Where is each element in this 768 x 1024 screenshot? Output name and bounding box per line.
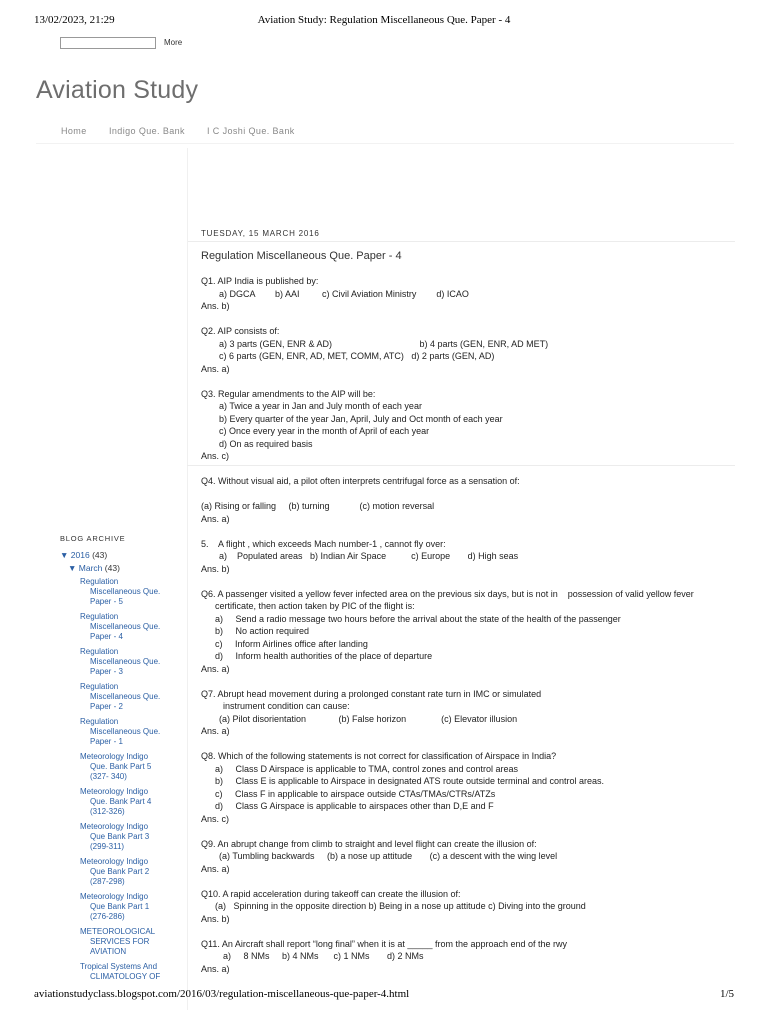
question-options: a) Send a radio message two hours before the arrival about the state of the health of the passenger bbox=[215, 613, 621, 624]
archive-post-title[interactable]: Que. Bank Part 4 bbox=[90, 797, 152, 806]
question-options: (a) Rising or falling (b) turning (c) motion reversal bbox=[201, 501, 435, 511]
archive-post[interactable] bbox=[80, 612, 175, 642]
post-body bbox=[201, 275, 741, 988]
question-answer: Ans. b) bbox=[201, 913, 230, 924]
question-6 bbox=[201, 588, 741, 676]
archive-post-title[interactable]: Que Bank Part 3 bbox=[90, 832, 150, 841]
question-answer: Ans. c) bbox=[201, 451, 230, 461]
archive-post[interactable] bbox=[80, 892, 175, 922]
question-answer: Ans. c) bbox=[201, 813, 230, 824]
question-text: 5. A flight , which exceeds Mach number-1 , cannot fly over: bbox=[201, 538, 446, 549]
archive-post[interactable] bbox=[80, 857, 175, 887]
question-1 bbox=[201, 275, 741, 313]
archive-post-title[interactable]: Meteorology Indigo bbox=[80, 822, 149, 831]
blog-archive bbox=[60, 534, 175, 987]
archive-post-title[interactable]: Regulation bbox=[80, 717, 119, 726]
question-text: Q6. A passenger visited a yellow fever infected area on the previous six days, but is not in possession of valid yellow fever bbox=[201, 588, 694, 599]
archive-post[interactable] bbox=[80, 682, 175, 712]
question-options: a) 3 parts (GEN, ENR & AD) b) 4 parts (GEN, ENR, AD MET) bbox=[219, 338, 549, 349]
question-options: (a) Spinning in the opposite direction b) Being in a nose up attitude c) Diving into the ground bbox=[215, 901, 586, 911]
archive-post-title[interactable]: Miscellaneous Que. bbox=[90, 587, 161, 596]
archive-post-title[interactable]: (299-311) bbox=[90, 842, 125, 851]
question-answer: Ans. a) bbox=[201, 513, 230, 524]
archive-post-title[interactable]: Que Bank Part 2 bbox=[90, 867, 150, 876]
archive-month-link[interactable]: March bbox=[78, 563, 103, 573]
question-options: b) No action required bbox=[215, 626, 310, 636]
question-3 bbox=[201, 388, 741, 463]
question-text: Q7. Abrupt head movement during a prolonged constant rate turn in IMC or simulated bbox=[201, 688, 542, 699]
question-answer: Ans. b) bbox=[201, 301, 230, 311]
post-title[interactable]: Regulation Miscellaneous Que. Paper - 4 bbox=[201, 250, 402, 262]
archive-post[interactable] bbox=[80, 822, 175, 852]
post-date-header: TUESDAY, 15 MARCH 2016 bbox=[201, 229, 320, 238]
archive-post-title[interactable]: CLIMATOLOGY OF bbox=[90, 972, 161, 981]
question-text: Q8. Which of the following statements is not correct for classification of Airspace in India? bbox=[201, 751, 557, 761]
archive-post-title[interactable]: Meteorology Indigo bbox=[80, 752, 149, 761]
question-answer: Ans. a) bbox=[201, 726, 230, 736]
tab-ic-joshi-que-bank[interactable]: I C Joshi Que. Bank bbox=[207, 126, 295, 136]
collapse-arrow-icon[interactable]: ▼ bbox=[68, 563, 77, 573]
question-options: a) 8 NMs b) 4 NMs c) 1 NMs d) 2 NMs bbox=[223, 951, 424, 961]
archive-month-count: (43) bbox=[104, 563, 120, 573]
archive-post-title[interactable]: (287-298) bbox=[90, 877, 125, 886]
question-options: d) On as required basis bbox=[219, 438, 313, 449]
archive-post-list bbox=[60, 577, 175, 982]
question-answer: Ans. a) bbox=[201, 963, 230, 974]
archive-post-title[interactable]: Regulation bbox=[80, 647, 119, 656]
question-options: a) DGCA b) AAI c) Civil Aviation Ministry d) ICAO bbox=[219, 288, 469, 299]
archive-post-title[interactable]: (312-326) bbox=[90, 807, 125, 816]
archive-post-title[interactable]: Regulation bbox=[80, 682, 119, 691]
blog-title[interactable]: Aviation Study bbox=[36, 76, 199, 104]
print-page-title: Aviation Study: Regulation Miscellaneous Que. Paper - 4 bbox=[257, 14, 511, 26]
archive-heading: BLOG ARCHIVE bbox=[60, 534, 126, 543]
question-options: (a) Tumbling backwards (b) a nose up attitude (c) a descent with the wing level bbox=[219, 851, 558, 861]
question-options: d) Inform health authorities of the place of departure bbox=[215, 651, 433, 661]
question-spacer bbox=[201, 488, 741, 501]
question-7 bbox=[201, 688, 741, 738]
date-divider bbox=[187, 241, 735, 242]
archive-post[interactable] bbox=[80, 577, 175, 607]
question-options: c) 6 parts (GEN, ENR, AD, MET, COMM, ATC) d) 2 parts (GEN, AD) bbox=[219, 351, 495, 361]
archive-post[interactable] bbox=[80, 962, 175, 982]
archive-post-title[interactable]: Paper - 3 bbox=[90, 667, 123, 676]
archive-post-title[interactable]: (327- 340) bbox=[90, 772, 127, 781]
archive-post-title[interactable]: Miscellaneous Que. bbox=[90, 657, 161, 666]
question-text: Q10. A rapid acceleration during takeoff can create the illusion of: bbox=[201, 888, 461, 899]
archive-year-2016 bbox=[60, 550, 175, 560]
page-tabs bbox=[36, 126, 734, 144]
archive-post-title[interactable]: Paper - 1 bbox=[90, 737, 123, 746]
question-options: b) Class E is applicable to Airspace in designated ATS route outside terminal and control areas. bbox=[215, 776, 605, 786]
tab-indigo-que-bank[interactable]: Indigo Que. Bank bbox=[109, 126, 185, 136]
archive-post-title[interactable]: METEOROLOGICAL bbox=[80, 927, 156, 936]
question-options: a) Populated areas b) Indian Air Space c) Europe d) High seas bbox=[219, 551, 519, 561]
archive-post-title[interactable]: SERVICES FOR bbox=[90, 937, 150, 946]
question-text: Q2. AIP consists of: bbox=[201, 326, 280, 336]
archive-post-title[interactable]: Meteorology Indigo bbox=[80, 787, 149, 796]
archive-post-title[interactable]: Miscellaneous Que. bbox=[90, 622, 161, 631]
print-date: 13/02/2023, 21:29 bbox=[34, 14, 115, 26]
question-options: (a) Pilot disorientation (b) False horizon (c) Elevator illusion bbox=[219, 713, 518, 724]
question-2 bbox=[201, 325, 741, 375]
archive-post-title[interactable]: Paper - 2 bbox=[90, 702, 123, 711]
question-answer: Ans. a) bbox=[201, 863, 230, 874]
question-answer: Ans. a) bbox=[201, 363, 230, 374]
question-text: Q1. AIP India is published by: bbox=[201, 276, 319, 286]
archive-post-title[interactable]: AVIATION bbox=[90, 947, 127, 956]
archive-post-title[interactable]: Que. Bank Part 5 bbox=[90, 762, 152, 771]
question-options: c) Once every year in the month of April of each year bbox=[219, 426, 430, 436]
archive-post-title[interactable]: Miscellaneous Que. bbox=[90, 727, 161, 736]
archive-post-title[interactable]: Regulation bbox=[80, 612, 119, 621]
question-options: c) Inform Airlines office after landing bbox=[215, 638, 368, 649]
archive-post[interactable] bbox=[80, 717, 175, 747]
question-5 bbox=[201, 538, 741, 576]
archive-post-title[interactable]: Meteorology Indigo bbox=[80, 892, 149, 901]
archive-year-count: (43) bbox=[92, 550, 108, 560]
archive-post[interactable] bbox=[80, 752, 175, 782]
archive-post[interactable] bbox=[80, 927, 175, 957]
archive-post-title[interactable]: Paper - 4 bbox=[90, 632, 123, 641]
question-9 bbox=[201, 838, 741, 876]
question-11 bbox=[201, 938, 741, 976]
question-text: Q9. An abrupt change from climb to straight and level flight can create the illusion of: bbox=[201, 838, 537, 849]
question-options: a) Twice a year in Jan and July month of each year bbox=[219, 401, 422, 411]
blogger-navbar bbox=[60, 37, 260, 51]
question-text: Q4. Without visual aid, a pilot often interprets centrifugal force as a sensation of: bbox=[201, 476, 520, 486]
question-options: a) Class D Airspace is applicable to TMA, control zones and control areas bbox=[215, 763, 518, 774]
question-answer: Ans. b) bbox=[201, 563, 230, 574]
archive-post-title[interactable]: (276-286) bbox=[90, 912, 125, 921]
question-options: d) Class G Airspace is applicable to airspaces other than D,E and F bbox=[215, 801, 494, 811]
collapse-arrow-icon[interactable]: ▼ bbox=[60, 550, 69, 560]
archive-post-title[interactable]: Regulation bbox=[80, 577, 119, 586]
question-10 bbox=[201, 888, 741, 926]
sidebar-divider bbox=[187, 148, 188, 1010]
archive-post-title[interactable]: Que Bank Part 1 bbox=[90, 902, 150, 911]
archive-month-march bbox=[60, 563, 175, 573]
archive-year-link[interactable]: 2016 bbox=[70, 550, 90, 560]
print-url: aviationstudyclass.blogspot.com/2016/03/regulation-miscellaneous-que-paper-4.html bbox=[34, 988, 410, 1000]
question-8 bbox=[201, 750, 741, 825]
question-text: Q11. An Aircraft shall report “long final” when it is at _____ from the approach end of the rwy bbox=[201, 938, 568, 949]
print-header bbox=[34, 14, 734, 30]
question-text: certificate, then action taken by PIC of the flight is: bbox=[215, 601, 415, 611]
print-footer bbox=[34, 988, 734, 1002]
archive-post-title[interactable]: Paper - 5 bbox=[90, 597, 123, 606]
navbar-search-input[interactable] bbox=[60, 37, 156, 49]
navbar-more-button[interactable]: More bbox=[164, 38, 183, 47]
question-text: Q3. Regular amendments to the AIP will be: bbox=[201, 388, 376, 399]
question-options: c) Class F in applicable to airspace outside CTAs/TMAs/CTRs/ATZs bbox=[215, 788, 496, 799]
question-options: b) Every quarter of the year Jan, April, July and Oct month of each year bbox=[219, 413, 503, 424]
archive-post-title[interactable]: Miscellaneous Que. bbox=[90, 692, 161, 701]
archive-post[interactable] bbox=[80, 787, 175, 817]
archive-post-title[interactable]: Tropical Systems And bbox=[80, 962, 158, 971]
archive-post-title[interactable]: Meteorology Indigo bbox=[80, 857, 149, 866]
question-text: instrument condition can cause: bbox=[223, 701, 350, 711]
archive-post[interactable] bbox=[80, 647, 175, 677]
question-4 bbox=[201, 475, 741, 525]
print-page-number: 1/5 bbox=[719, 988, 734, 1000]
question-answer: Ans. a) bbox=[201, 663, 230, 674]
tab-home[interactable]: Home bbox=[61, 126, 87, 136]
